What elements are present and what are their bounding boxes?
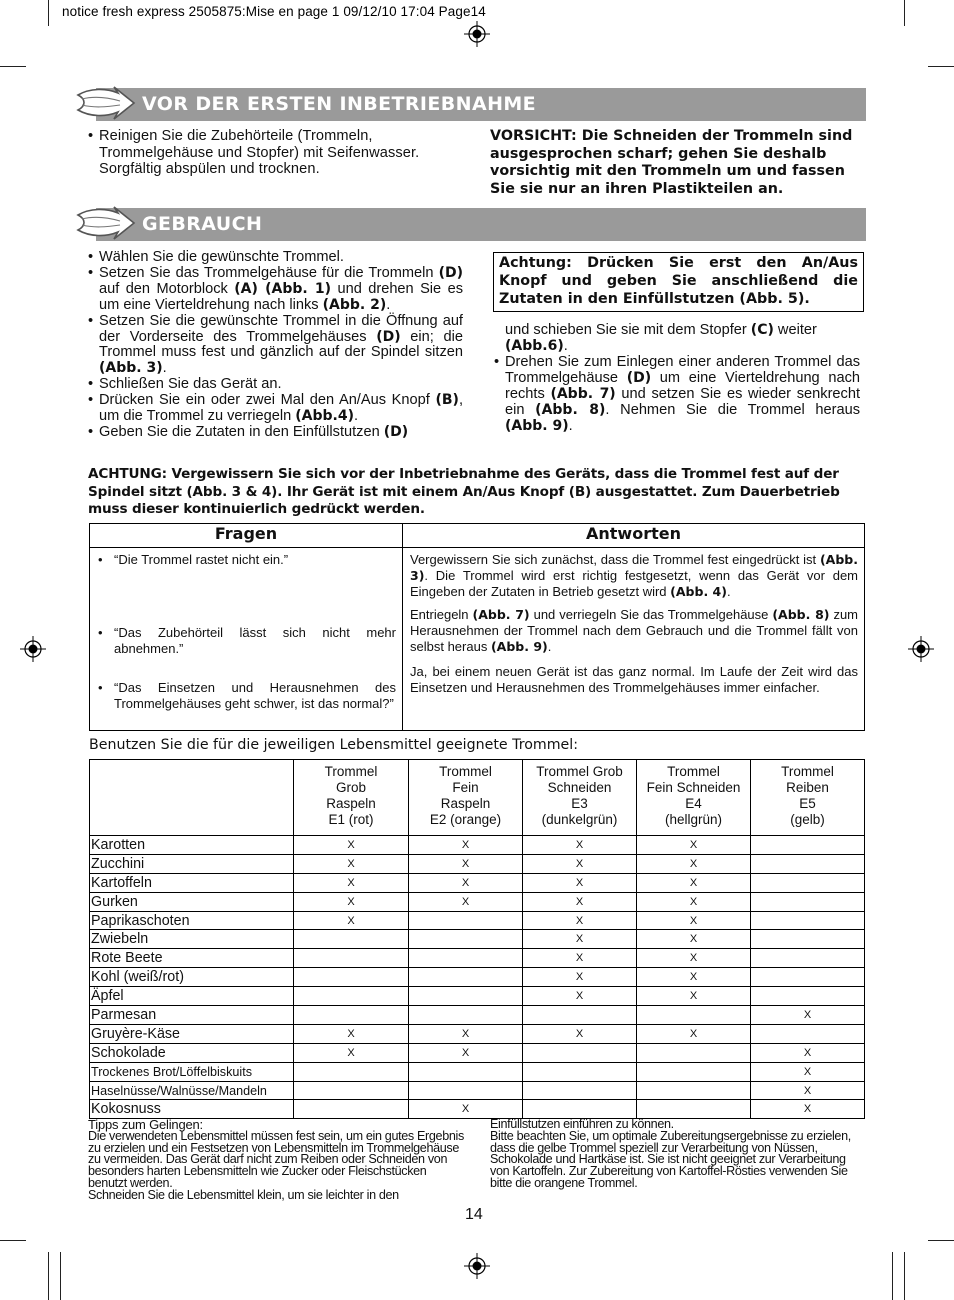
- drum-mark-e5: [751, 987, 865, 1006]
- faq-question: • “Die Trommel rastet nicht ein.”: [98, 552, 396, 568]
- usage-steps-list-2: [494, 355, 860, 435]
- drum-table-row: [90, 1100, 865, 1119]
- usage-step: • Setzen Sie die gewünschte Trommel in die Öffnung auf der Vorderseite des Trommelgehäuses (D) ein; die Trommel muss fest und gänzlich auf der Spindel sitzen (Abb. 3).: [88, 314, 463, 378]
- drum-mark-e5: [751, 854, 865, 873]
- food-name: Kartoffeln: [90, 873, 294, 892]
- faq-header-questions: Fragen: [90, 524, 403, 548]
- drum-table-row: [90, 1062, 865, 1081]
- drum-mark-e4: X: [637, 911, 751, 930]
- drum-mark-e1: X: [294, 873, 409, 892]
- drum-mark-e3: X: [523, 892, 637, 911]
- caution-note: VORSICHT: Die Schneiden der Trommeln sind ausgesprochen scharf; gehen Sie deshalb vorsichtig mit den Trommeln um und fassen Sie sie nur an ihren Plastikteilen an.: [490, 128, 853, 197]
- food-name: Parmesan: [90, 1006, 294, 1025]
- drum-mark-e3: [523, 1081, 637, 1100]
- food-name: Haselnüsse/Walnüsse/Mandeln: [90, 1081, 294, 1100]
- section-heading-first-use: [96, 88, 866, 121]
- drum-mark-e4: X: [637, 892, 751, 911]
- faq-question: • “Das Einsetzen und Herausnehmen des Trommelgehäuses geht schwer, ist das normal?”: [98, 680, 396, 712]
- attention-box: Achtung: Drücken Sie erst den An/Aus Knopf und geben Sie anschließend die Zutaten in den Einfüllstutzen (Abb. 5).: [493, 252, 864, 312]
- tips-left: [88, 1119, 466, 1202]
- drum-mark-e3: X: [523, 968, 637, 987]
- food-name: Paprikaschoten: [90, 911, 294, 930]
- drum-table-row: [90, 892, 865, 911]
- drum-mark-e2: [409, 987, 523, 1006]
- section-title: VOR DER ERSTEN INBETRIEBNAHME: [142, 93, 537, 115]
- drum-mark-e1: [294, 930, 409, 949]
- usage-step: • Schließen Sie das Gerät an.: [88, 377, 463, 393]
- section-heading-usage: [96, 208, 866, 241]
- food-name: Rote Beete: [90, 949, 294, 968]
- drum-mark-e4: [637, 1006, 751, 1025]
- drum-mark-e1: [294, 987, 409, 1006]
- drum-mark-e4: X: [637, 949, 751, 968]
- drum-mark-e2: X: [409, 1100, 523, 1119]
- drum-mark-e4: X: [637, 1024, 751, 1043]
- drum-header-empty: [90, 760, 294, 836]
- registration-mark-icon: [464, 1253, 490, 1279]
- faq-questions-cell: [90, 548, 403, 731]
- crop-mark: [60, 1252, 61, 1300]
- drum-mark-e5: [751, 836, 865, 855]
- arrow-icon: [76, 85, 140, 121]
- drum-mark-e2: [409, 930, 523, 949]
- tips-title: Tipps zum Gelingen:: [88, 1117, 203, 1132]
- faq-questions: [98, 552, 396, 712]
- print-slug: notice fresh express 2505875:Mise en page 1 09/12/10 17:04 Page14: [62, 4, 486, 19]
- drum-mark-e5: [751, 968, 865, 987]
- drum-mark-e3: X: [523, 987, 637, 1006]
- drum-table-intro: Benutzen Sie die für die jeweiligen Lebensmittel geeignete Trommel:: [89, 737, 579, 753]
- drum-header-e5: Trommel Reiben E5 (gelb): [751, 760, 865, 836]
- drum-mark-e3: [523, 1043, 637, 1062]
- drum-mark-e3: X: [523, 911, 637, 930]
- food-name: Zwiebeln: [90, 930, 294, 949]
- drum-header-e1: Trommel Grob Raspeln E1 (rot): [294, 760, 409, 836]
- drum-mark-e2: [409, 911, 523, 930]
- usage-continuation: und schieben Sie sie mit dem Stopfer (C) weiter (Abb.6).: [505, 322, 817, 354]
- food-name: Äpfel: [90, 987, 294, 1006]
- usage-step: • Drehen Sie zum Einlegen einer anderen Trommel das Trommelgehäuse (D) um eine Vierteldrehung nach rechts (Abb. 7) und setzen Sie es wieder senkrecht ein (Abb. 8). Nehmen Sie die Trommel heraus (Abb. 9).: [494, 355, 860, 435]
- drum-mark-e2: [409, 1006, 523, 1025]
- crop-mark: [928, 1240, 954, 1241]
- drum-mark-e2: X: [409, 1043, 523, 1062]
- drum-table-row: [90, 911, 865, 930]
- drum-mark-e4: X: [637, 873, 751, 892]
- usage-step: • Geben Sie die Zutaten in den Einfüllstutzen (D): [88, 425, 463, 441]
- crop-mark: [0, 1240, 26, 1241]
- tips-right: [490, 1119, 866, 1190]
- food-name: Schokolade: [90, 1043, 294, 1062]
- faq-header-answers: Antworten: [403, 524, 865, 548]
- drum-mark-e5: [751, 1024, 865, 1043]
- drum-mark-e3: X: [523, 949, 637, 968]
- drum-header-row: [90, 760, 865, 836]
- crop-mark: [928, 66, 954, 67]
- drum-mark-e1: X: [294, 836, 409, 855]
- food-name: Karotten: [90, 836, 294, 855]
- drum-mark-e5: X: [751, 1062, 865, 1081]
- food-name: Kohl (weiß/rot): [90, 968, 294, 987]
- crop-mark: [904, 1252, 905, 1300]
- drum-table-row: [90, 930, 865, 949]
- faq-answers-cell: [403, 548, 865, 731]
- drum-mark-e5: [751, 892, 865, 911]
- drum-mark-e4: [637, 1043, 751, 1062]
- drum-table-row: [90, 1081, 865, 1100]
- drum-mark-e1: [294, 1062, 409, 1081]
- drum-mark-e3: X: [523, 854, 637, 873]
- drum-header-e2: Trommel Fein Raspeln E2 (orange): [409, 760, 523, 836]
- drum-table-row: [90, 1024, 865, 1043]
- drum-header-e4: Trommel Fein Schneiden E4 (hellgrün): [637, 760, 751, 836]
- drum-mark-e3: [523, 1062, 637, 1081]
- drum-table-row: [90, 1006, 865, 1025]
- drum-mark-e3: [523, 1006, 637, 1025]
- drum-mark-e5: [751, 873, 865, 892]
- drum-mark-e2: [409, 949, 523, 968]
- drum-mark-e1: X: [294, 892, 409, 911]
- drum-table-row: [90, 873, 865, 892]
- drum-mark-e3: X: [523, 930, 637, 949]
- drum-mark-e1: [294, 1081, 409, 1100]
- drum-mark-e5: [751, 949, 865, 968]
- drum-mark-e3: X: [523, 1024, 637, 1043]
- drum-table-row: [90, 987, 865, 1006]
- tips-text: Einfüllstutzen einführen zu können.: [490, 1117, 674, 1131]
- first-use-bullet: • Reinigen Sie die Zubehörteile (Trommeln, Trommelgehäuse und Stopfer) mit Seifenwasser. Sorgfältig abspülen und trocknen.: [88, 128, 428, 178]
- usage-step: • Drücken Sie ein oder zwei Mal den An/Aus Knopf (B), um die Trommel zu verriegeln (Abb.4).: [88, 393, 463, 425]
- drum-mark-e4: [637, 1062, 751, 1081]
- usage-step: • Setzen Sie das Trommelgehäuse für die Trommeln (D) auf den Motorblock (A) (Abb. 1) und drehen Sie es um eine Vierteldrehung nach links (Abb. 2).: [88, 266, 463, 314]
- drum-mark-e2: X: [409, 873, 523, 892]
- crop-mark: [904, 0, 905, 26]
- drum-mark-e5: X: [751, 1043, 865, 1062]
- usage-step: • Wählen Sie die gewünschte Trommel.: [88, 250, 463, 266]
- drum-mark-e1: [294, 1006, 409, 1025]
- drum-table-row: [90, 1043, 865, 1062]
- drum-mark-e2: [409, 1081, 523, 1100]
- section-title: GEBRAUCH: [142, 213, 263, 235]
- food-name: Gurken: [90, 892, 294, 911]
- drum-mark-e4: X: [637, 854, 751, 873]
- drum-mark-e1: [294, 1100, 409, 1119]
- registration-mark-icon: [20, 636, 46, 662]
- drum-mark-e4: X: [637, 836, 751, 855]
- warning-note: ACHTUNG: Vergewissern Sie sich vor der Inbetriebnahme des Geräts, dass die Trommel fest auf der Spindel sitzt (Abb. 3 & 4). Ihr Gerät ist mit einem An/Aus Knopf (B) ausgestattet. Zum Dauerbetrieb muss dieser kontinuierlich gedrückt werden.: [88, 466, 840, 517]
- drum-mark-e2: X: [409, 836, 523, 855]
- drum-mark-e2: [409, 1062, 523, 1081]
- drum-table-row: [90, 968, 865, 987]
- drum-mark-e1: X: [294, 911, 409, 930]
- drum-mark-e1: [294, 968, 409, 987]
- drum-mark-e5: X: [751, 1100, 865, 1119]
- drum-table: [89, 759, 865, 1119]
- drum-mark-e4: X: [637, 987, 751, 1006]
- registration-mark-icon: [464, 21, 490, 47]
- crop-mark: [48, 1252, 49, 1300]
- tips-text: Schneiden Sie die Lebensmittel klein, um sie leichter in den: [88, 1187, 399, 1202]
- first-use-list: [88, 128, 428, 178]
- usage-steps-list: [88, 250, 463, 441]
- drum-mark-e1: X: [294, 1043, 409, 1062]
- drum-mark-e1: X: [294, 854, 409, 873]
- tips-text: Die verwendeten Lebensmittel müssen fest sein, um ein gutes Ergebnis zu erzielen und ein Festsetzen von Lebensmitteln im Trommelgehäuse zu vermeiden. Das Gerät darf nicht zum Reiben oder Schneiden von besonders harten Lebensmitteln wie Zucker oder Fleischstücken benutzt werden.: [88, 1128, 464, 1190]
- drum-mark-e4: [637, 1081, 751, 1100]
- tips-text: Bitte beachten Sie, um optimale Zubereitungsergebnisse zu erzielen, dass die gelbe Trommel speziell zur Verarbeitung von Nüssen, Schokolade und Hartkäse ist. Sie ist nicht geeignet zur Verarbeitung von Kartoffeln. Zur Zubereitung von Kartoffel-Rösties verwenden Sie bitte die orangene Trommel.: [490, 1128, 851, 1190]
- drum-mark-e5: X: [751, 1081, 865, 1100]
- arrow-icon: [76, 205, 140, 241]
- drum-table-row: [90, 854, 865, 873]
- food-name: Trockenes Brot/Löffelbiskuits: [90, 1062, 294, 1081]
- page-number: 14: [465, 1206, 483, 1223]
- faq-question: • “Das Zubehörteil lässt sich nicht mehr abnehmen.”: [98, 625, 396, 657]
- faq-answer: Vergewissern Sie sich zunächst, dass die Trommel fest eingedrückt ist (Abb. 3). Die Trommel wird erst richtig festgesetzt, wenn das Gerät vor dem Eingeben der Zutaten in Betrieb gesetzt wird (Abb. 4).: [410, 552, 858, 599]
- drum-mark-e3: X: [523, 873, 637, 892]
- drum-mark-e4: X: [637, 968, 751, 987]
- drum-header-e3: Trommel Grob Schneiden E3 (dunkelgrün): [523, 760, 637, 836]
- drum-mark-e2: X: [409, 1024, 523, 1043]
- drum-mark-e1: X: [294, 1024, 409, 1043]
- drum-table-row: [90, 836, 865, 855]
- registration-mark-icon: [908, 636, 934, 662]
- drum-mark-e5: [751, 911, 865, 930]
- drum-mark-e1: [294, 949, 409, 968]
- drum-mark-e2: X: [409, 892, 523, 911]
- drum-mark-e5: [751, 930, 865, 949]
- food-name: Kokosnuss: [90, 1100, 294, 1119]
- drum-mark-e3: X: [523, 836, 637, 855]
- drum-mark-e2: [409, 968, 523, 987]
- drum-mark-e5: X: [751, 1006, 865, 1025]
- drum-mark-e2: X: [409, 854, 523, 873]
- food-name: Gruyère-Käse: [90, 1024, 294, 1043]
- faq-answer: Ja, bei einem neuen Gerät ist das ganz normal. Im Laufe der Zeit wird das Einsetzen und Herausnehmen des Trommelgehäuses immer einfacher.: [410, 663, 858, 695]
- faq-table: [89, 523, 865, 731]
- crop-mark: [0, 66, 26, 67]
- drum-mark-e4: X: [637, 930, 751, 949]
- crop-mark: [892, 1252, 893, 1300]
- faq-answer: Entriegeln (Abb. 7) und verriegeln Sie das Trommelgehäuse (Abb. 8) zum Herausnehmen der Trommel nach dem Gebrauch und die Trommel fällt von selbst heraus (Abb. 9).: [410, 607, 858, 654]
- drum-table-row: [90, 949, 865, 968]
- crop-mark: [48, 0, 49, 26]
- food-name: Zucchini: [90, 854, 294, 873]
